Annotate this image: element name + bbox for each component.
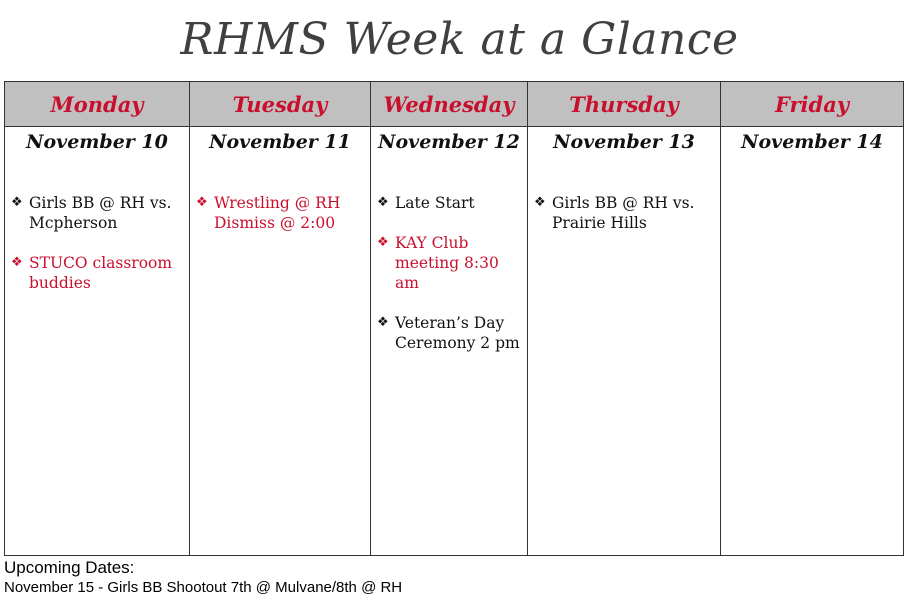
day-date: November 14 [741, 131, 883, 153]
diamond-bullet-icon: ❖ [377, 235, 389, 250]
event-item [534, 193, 716, 233]
day-header-wednesday: Wednesday [371, 82, 528, 127]
event-text: STUCO classroom buddies [29, 254, 173, 292]
day-cell-wednesday [371, 127, 528, 556]
day-date: November 11 [209, 131, 351, 153]
day-cell-tuesday [190, 127, 371, 556]
day-cell-monday [5, 127, 190, 556]
event-list [371, 193, 527, 353]
page-title: RHMS Week at a Glance [180, 14, 739, 65]
diamond-bullet-icon: ❖ [196, 195, 208, 210]
day-header-thursday: Thursday [528, 82, 721, 127]
upcoming-item: November 15 - Girls BB Shootout 7th @ Mulvane/8th @ RH [4, 579, 403, 596]
event-text: Veteran’s Day Ceremony 2 pm [395, 314, 520, 352]
diamond-bullet-icon: ❖ [11, 195, 23, 210]
event-item [377, 193, 523, 213]
upcoming-heading: Upcoming Dates: [4, 558, 135, 577]
event-list [190, 193, 370, 233]
diamond-bullet-icon: ❖ [534, 195, 546, 210]
event-item [196, 193, 366, 233]
day-content-row [5, 127, 904, 556]
upcoming-dates [4, 558, 402, 598]
event-item [377, 233, 523, 293]
event-item [377, 313, 523, 353]
day-cell-thursday [528, 127, 721, 556]
event-text: Girls BB @ RH vs. Prairie Hills [552, 194, 695, 232]
event-list [5, 193, 189, 293]
event-text: Wrestling @ RH Dismiss @ 2:00 [214, 194, 341, 232]
event-item [11, 253, 185, 293]
event-item [11, 193, 185, 233]
day-date: November 13 [553, 131, 695, 153]
day-date: November 12 [378, 131, 520, 153]
day-date: November 10 [26, 131, 168, 153]
day-header-monday: Monday [5, 82, 190, 127]
day-cell-friday [721, 127, 904, 556]
day-header-tuesday: Tuesday [190, 82, 371, 127]
event-text: Late Start [395, 194, 475, 212]
event-text: Girls BB @ RH vs. Mcpherson [29, 194, 172, 232]
day-header-friday: Friday [721, 82, 904, 127]
event-list [528, 193, 720, 233]
diamond-bullet-icon: ❖ [11, 255, 23, 270]
event-text: KAY Club meeting 8:30 am [395, 234, 499, 292]
diamond-bullet-icon: ❖ [377, 195, 389, 210]
day-header-row [5, 82, 904, 127]
diamond-bullet-icon: ❖ [377, 315, 389, 330]
week-calendar [4, 81, 904, 556]
